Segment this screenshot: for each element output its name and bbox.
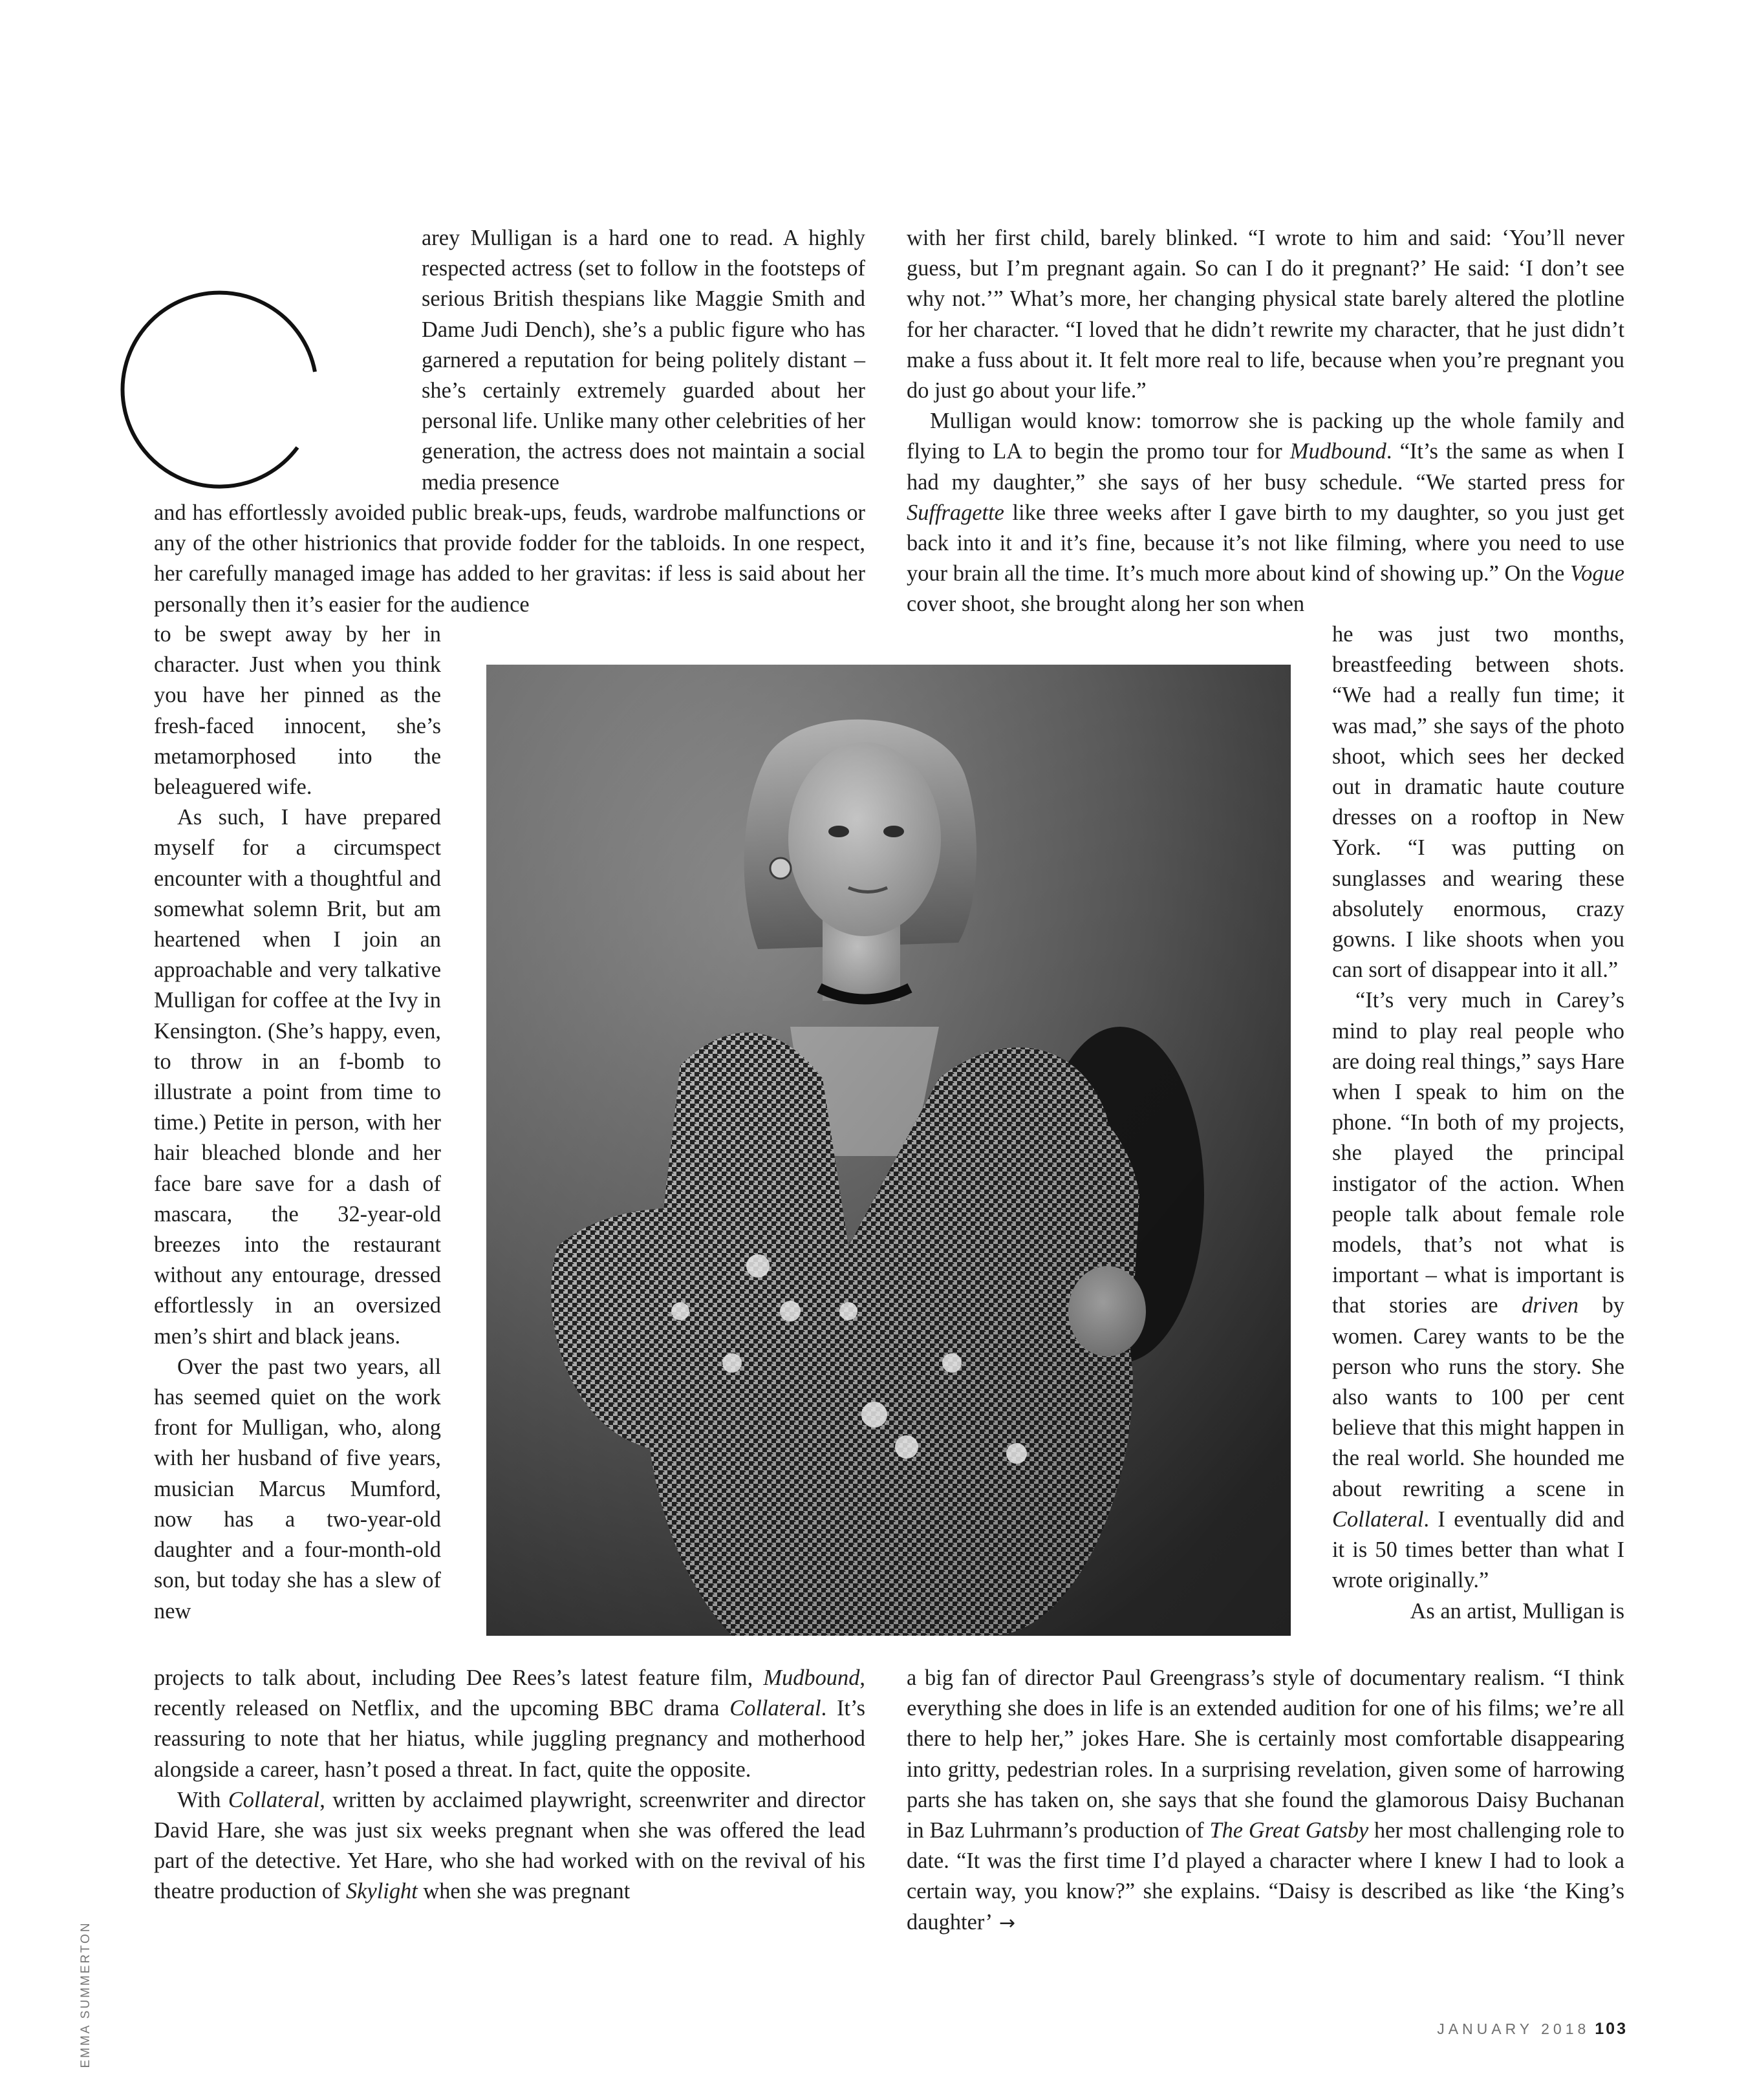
paragraph: a big fan of director Paul Greengrass’s style of documentary realism. “I think everything she does in life is an extended audition for one of his films; we’re all there to help her,” jokes Hare. She is certainly most comfortable disappearing into gritty, pedestrian roles. In a surprising revelation, given some of harrowing parts she has taken on, she says that she found the glamorous Daisy Buchanan in Baz Luhrmann’s production of The Great Gatsby her most challenging role to date. “It was the first time I’d played a character where I knew I had to look a certain way, you know?” she explains. “Daisy is described as like ‘the King’s daughter’ →	[907, 1666, 1624, 1934]
photo-credit: EMMA SUMMERTON	[79, 1921, 92, 2068]
col2-bottom	[907, 1663, 1624, 1973]
paragraph: with her first child, barely blinked. “I wrote to him and said: ‘You’ll never guess, but I’m pregnant again. So can I do it pregnant?’ He said: ‘I don’t see why not.’” What’s more, her changing physical state barely altered the plotline for her character. “I loved that he didn’t rewrite my character, that he just didn’t make a fuss about it. It felt more real to life, because when you’re pregnant you do just go about your life.”	[907, 226, 1624, 403]
paragraph: projects to talk about, including Dee Rees’s latest feature film, Mudbound, recently released on Netflix, and the upcoming BBC drama Collateral. It’s reassuring to note that her hiatus, while juggling pregnancy and motherhood alongside a career, hasn’t posed a threat. In fact, quite the opposite.	[154, 1666, 865, 1782]
col2-top	[907, 223, 1624, 624]
portrait-illustration	[486, 665, 1291, 1636]
paragraph: As an artist, Mulligan is	[1410, 1598, 1624, 1623]
page-folio	[1437, 2020, 1628, 2039]
portrait-photo	[486, 665, 1291, 1636]
continue-arrow-icon: →	[999, 1911, 1016, 1934]
paragraph: As such, I have prepared myself for a circumspect encounter with a thoughtful and somewhat solemn Brit, but am heartened when I join an approachable and very talkative Mulligan for coffee at the Ivy in Kensington. (She’s happy, even, to throw in an f-bomb to illustrate a point from time to time.) Petite in person, with her hair bleached blonde and her face bare save for a dash of mascara, the 32-year-old breezes into the restaurant without any entourage, dressed effortlessly in an oversized men’s shirt and black jeans.	[154, 805, 441, 1349]
paragraph: he was just two months, breastfeeding between shots. “We had a really fun time; it was mad,” she says of the photo shoot, which sees her decked out in dramatic haute couture dresses on a rooftop in New York. “I was putting on sunglasses and wearing these absolutely enormous, crazy gowns. I like shoots when you can sort of disappear into it all.”	[1332, 622, 1624, 983]
paragraph: to be swept away by her in character. Just when you think you have her pinned as the fresh-faced innocent, she’s metamorphosed into the beleaguered wife.	[154, 622, 441, 800]
col1-intro-full	[154, 498, 865, 625]
page-number: 103	[1595, 2020, 1628, 2038]
col1-bottom	[154, 1663, 865, 1973]
paragraph: Over the past two years, all has seemed quiet on the work front for Mulligan, who, along with her husband of five years, musician Marcus Mumford, now has a two-year-old daughter and a four-month-old son, but today she has a slew of new	[154, 1354, 441, 1623]
col1-intro-beside-dropcap	[422, 223, 865, 495]
dropcap-c-icon	[150, 219, 383, 525]
col1-narrow	[154, 619, 441, 1680]
paragraph: With Collateral, written by acclaimed playwright, screenwriter and director David Hare, she was just six weeks pregnant when she was offered the lead part of the detective. Yet Hare, who she had worked with on the revival of his theatre production of Skylight when she was pregnant	[154, 1787, 865, 1904]
col2-narrow	[1332, 619, 1624, 1680]
paragraph: and has effortlessly avoided public break-ups, feuds, wardrobe malfunctions or any of the other histrionics that provide fodder for the tabloids. In one respect, her carefully managed image has added to her gravitas: if less is said about her personally then it’s easier for the audience	[154, 500, 865, 617]
paragraph: Mulligan would know: tomorrow she is packing up the whole family and flying to LA to begin the promo tour for Mudbound. “It’s the same as when I had my daughter,” she says of her busy schedule. “We started press for Suffragette like three weeks after I gave birth to my daughter, so you just get back into it and it’s fine, because it’s not like filming, where you need to use your brain all the time. It’s much more about kind of showing up.” On the Vogue cover shoot, she brought along her son when	[907, 409, 1624, 617]
paragraph: “It’s very much in Carey’s mind to play real people who are doing real things,” says Hare when I speak to him on the phone. “In both of my projects, she played the principal instigator of the action. When people talk about female role models, that’s not what is important – what is important is that stories are driven by women. Carey wants to be the person who runs the story. She also wants to 100 per cent believe that this might happen in the real world. She hounded me about rewriting a scene in Collateral. I eventually did and it is 50 times better than what I wrote originally.”	[1332, 988, 1624, 1593]
issue-date: JANUARY 2018	[1437, 2020, 1590, 2037]
paragraph: arey Mulligan is a hard one to read. A highly respected actress (set to follow in the footsteps of serious British thespians like Maggie Smith and Dame Judi Dench), she’s a public figure who has garnered a reputation for being politely distant – she’s certainly extremely guarded about her personal life. Unlike many other celebrities of her generation, the actress does not maintain a social media presence	[422, 226, 865, 495]
dropcap-letter: C	[150, 219, 157, 230]
